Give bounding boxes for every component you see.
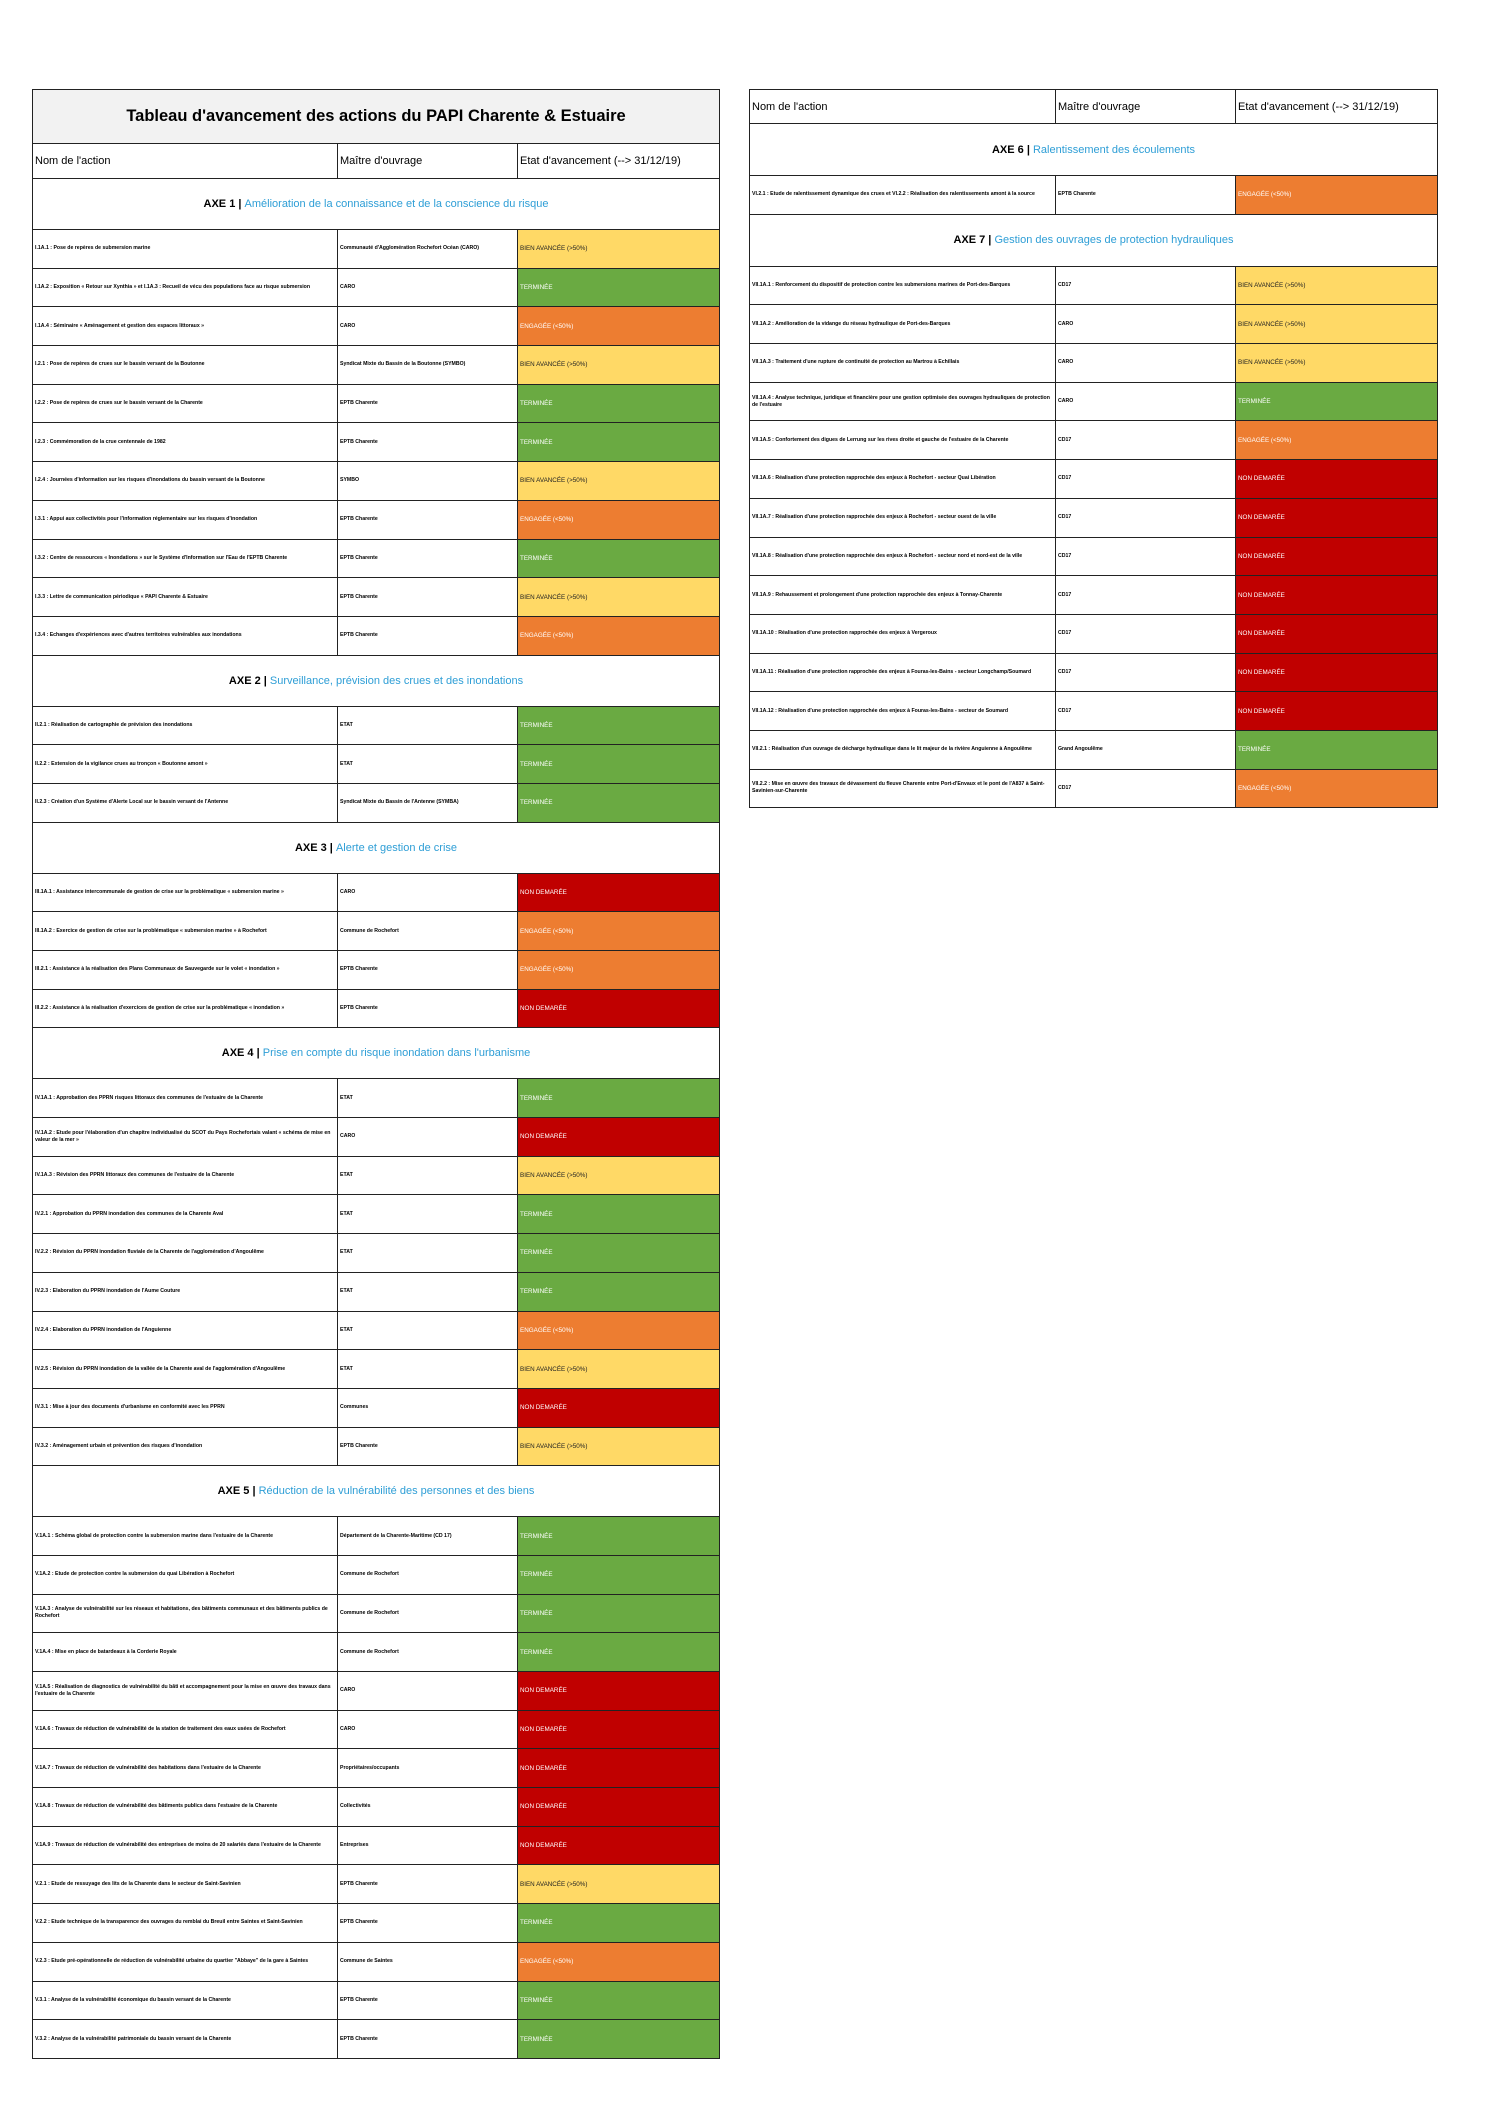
action-owner: Syndicat Mixte du Bassin de l'Antenne (SYMBA) — [338, 783, 518, 822]
action-name: IV.2.1 : Approbation du PPRN inondation des communes de la Charente Aval — [33, 1195, 338, 1234]
action-name: I.2.2 : Pose de repères de crues sur le bassin versant de la Charente — [33, 384, 338, 423]
table-row — [33, 1079, 720, 1118]
status-badge: BIEN AVANCÉE (>50%) — [1236, 266, 1438, 305]
status-badge: ENGAGÉE (<50%) — [518, 951, 720, 990]
action-owner: CARO — [338, 268, 518, 307]
table-row — [33, 1594, 720, 1633]
action-name: I.2.3 : Commémoration de la crue centennale de 1982 — [33, 423, 338, 462]
table-row — [33, 423, 720, 462]
action-name: VII.2.1 : Réalisation d'un ouvrage de décharge hydraulique dans le lit majeur de la rivière Anguienne à Angoulême — [750, 730, 1056, 769]
axe-number: AXE 4 — [221, 1047, 254, 1060]
action-owner: Syndicat Mixte du Bassin de la Boutonne (SYMBO) — [338, 346, 518, 385]
table-row — [750, 692, 1438, 731]
axe-number: AXE 2 — [228, 674, 261, 687]
axe-title — [750, 124, 1438, 176]
action-name: VII.1A.11 : Réalisation d'une protection rapprochée des enjeux à Fouras-les-Bains - secteur Longchamp/Soumard — [750, 653, 1056, 692]
action-owner: SYMBO — [338, 462, 518, 501]
action-name: V.1A.9 : Travaux de réduction de vulnérabilité des entreprises de moins de 20 salariés dans l'estuaire de la Charente — [33, 1826, 338, 1865]
table-row — [33, 1427, 720, 1466]
axe-header-row — [33, 1028, 720, 1079]
action-owner: EPTB Charente — [338, 1904, 518, 1943]
axe-separator: | — [1023, 143, 1033, 156]
status-badge: TERMINÉE — [518, 1234, 720, 1273]
action-name: VII.2.2 : Mise en œuvre des travaux de dévasement du fleuve Charente entre Port-d'Envaux et le pont de l'A837 à Saint-Savinien-sur-Charente — [750, 769, 1056, 808]
left-table-body — [33, 90, 720, 2059]
table-row — [33, 1118, 720, 1157]
action-name: VII.1A.9 : Rehaussement et prolongement d'une protection rapprochée des enjeux à Tonnay-Charente — [750, 576, 1056, 615]
axe-header-row — [750, 214, 1438, 266]
status-badge: TERMINÉE — [518, 1272, 720, 1311]
action-owner: EPTB Charente — [338, 989, 518, 1028]
table-row — [33, 783, 720, 822]
axe-label: Surveillance, prévision des crues et des inondations — [269, 674, 524, 687]
status-badge: TERMINÉE — [518, 1904, 720, 1943]
action-name: I.2.1 : Pose de repères de crues sur le bassin versant de la Boutonne — [33, 346, 338, 385]
action-name: V.1A.1 : Schéma global de protection contre la submersion marine dans l'estuaire de la Charente — [33, 1517, 338, 1556]
action-name: I.3.4 : Echanges d'expériences avec d'autres territoires vulnérables aux inondations — [33, 616, 338, 655]
action-name: V.1A.2 : Etude de protection contre la submersion du quai Libération à Rochefort — [33, 1555, 338, 1594]
table-row — [33, 1272, 720, 1311]
status-badge: TERMINÉE — [518, 1195, 720, 1234]
action-name: III.2.2 : Assistance à la réalisation d'exercices de gestion de crise sur la problématique « inondation » — [33, 989, 338, 1028]
status-badge: ENGAGÉE (<50%) — [1236, 769, 1438, 808]
status-badge: NON DEMARÉE — [518, 1826, 720, 1865]
action-owner: ETAT — [338, 1079, 518, 1118]
action-owner: CD17 — [1056, 266, 1236, 305]
table-row — [750, 382, 1438, 421]
status-badge: TERMINÉE — [518, 539, 720, 578]
header-owner: Maître d'ouvrage — [1056, 90, 1236, 124]
header-name: Nom de l'action — [33, 144, 338, 179]
table-row — [33, 1942, 720, 1981]
axe-number: AXE 3 — [294, 841, 327, 854]
action-owner: EPTB Charente — [338, 1981, 518, 2020]
action-owner: EPTB Charente — [338, 500, 518, 539]
action-name: V.3.2 : Analyse de la vulnérabilité patrimoniale du bassin versant de la Charente — [33, 2020, 338, 2059]
table-row — [33, 912, 720, 951]
table-row — [33, 1633, 720, 1672]
header-row — [750, 90, 1438, 124]
status-badge: BIEN AVANCÉE (>50%) — [518, 1427, 720, 1466]
action-owner: EPTB Charente — [338, 539, 518, 578]
status-badge: ENGAGÉE (<50%) — [518, 307, 720, 346]
axe-title — [33, 655, 720, 706]
status-badge: NON DEMARÉE — [1236, 537, 1438, 576]
status-badge: NON DEMARÉE — [518, 1749, 720, 1788]
status-badge: ENGAGÉE (<50%) — [518, 1311, 720, 1350]
axe-header-row — [33, 179, 720, 230]
action-name: I.1A.2 : Exposition « Retour sur Xynthia » et I.1A.3 : Recueil de vécu des populations face au risque submersion — [33, 268, 338, 307]
axe-title — [33, 1466, 720, 1517]
axe-label: Amélioration de la connaissance et de la conscience du risque — [244, 198, 549, 210]
action-name: VII.1A.2 : Amélioration de la vidange du réseau hydraulique de Port-des-Barques — [750, 305, 1056, 344]
table-row — [33, 1672, 720, 1711]
page-title: Tableau d'avancement des actions du PAPI Charente & Estuaire — [33, 90, 720, 144]
axe-number: AXE 5 — [217, 1485, 250, 1498]
table-row — [33, 1234, 720, 1273]
table-row — [33, 873, 720, 912]
status-badge: BIEN AVANCÉE (>50%) — [518, 346, 720, 385]
table-row — [33, 706, 720, 745]
action-owner: Entreprises — [338, 1826, 518, 1865]
status-badge: ENGAGÉE (<50%) — [518, 500, 720, 539]
axe-title — [33, 179, 720, 230]
action-owner: ETAT — [338, 706, 518, 745]
axe-number: AXE 6 — [991, 143, 1024, 156]
action-owner: CARO — [338, 1118, 518, 1157]
axe-title — [33, 1028, 720, 1079]
status-badge: TERMINÉE — [518, 1594, 720, 1633]
status-badge: NON DEMARÉE — [1236, 460, 1438, 499]
table-row — [33, 462, 720, 501]
status-badge: TERMINÉE — [518, 423, 720, 462]
status-badge: BIEN AVANCÉE (>50%) — [1236, 344, 1438, 383]
table-row — [750, 614, 1438, 653]
action-name: VII.1A.7 : Réalisation d'une protection rapprochée des enjeux à Rochefort - secteur ouest de la ville — [750, 498, 1056, 537]
status-badge: BIEN AVANCÉE (>50%) — [1236, 305, 1438, 344]
action-name: VII.1A.4 : Analyse technique, juridique et financière pour une gestion optimisée des ouvrages hydrauliques de protection de l'estuaire — [750, 382, 1056, 421]
table-row — [33, 268, 720, 307]
action-owner: Commune de Saintes — [338, 1942, 518, 1981]
action-name: VII.1A.12 : Réalisation d'une protection rapprochée des enjeux à Fouras-les-Bains - secteur de Soumard — [750, 692, 1056, 731]
action-name: IV.2.4 : Elaboration du PPRN inondation de l'Anguienne — [33, 1311, 338, 1350]
action-name: I.1A.1 : Pose de repères de submersion marine — [33, 230, 338, 269]
action-owner: Commune de Rochefort — [338, 912, 518, 951]
right-table — [749, 89, 1438, 808]
status-badge: NON DEMARÉE — [518, 1672, 720, 1711]
action-owner: CARO — [338, 1710, 518, 1749]
action-owner: CD17 — [1056, 653, 1236, 692]
action-owner: CD17 — [1056, 421, 1236, 460]
table-row — [750, 176, 1438, 215]
action-name: VI.2.1 : Etude de ralentissement dynamique des crues et VI.2.2 : Réalisation des ralentissements amont à la source — [750, 176, 1056, 215]
action-owner: ETAT — [338, 1272, 518, 1311]
table-row — [33, 1749, 720, 1788]
action-name: I.3.2 : Centre de ressources « Inondations » sur le Système d'Information sur l'Eau de l'EPTB Charente — [33, 539, 338, 578]
action-name: III.1A.1 : Assistance intercommunale de gestion de crise sur la problématique « submersion marine » — [33, 873, 338, 912]
action-owner: ETAT — [338, 1234, 518, 1273]
action-name: V.1A.5 : Réalisation de diagnostics de vulnérabilité du bâti et accompagnement pour la mise en œuvre des travaux dans l'estuaire de la Charente — [33, 1672, 338, 1711]
action-name: V.1A.4 : Mise en place de batardeaux à la Corderie Royale — [33, 1633, 338, 1672]
status-badge: NON DEMARÉE — [1236, 692, 1438, 731]
action-owner: EPTB Charente — [338, 2020, 518, 2059]
table-row — [33, 384, 720, 423]
status-badge: ENGAGÉE (<50%) — [518, 1942, 720, 1981]
status-badge: TERMINÉE — [518, 1981, 720, 2020]
action-owner: EPTB Charente — [338, 1427, 518, 1466]
status-badge: NON DEMARÉE — [518, 1118, 720, 1157]
status-badge: ENGAGÉE (<50%) — [518, 616, 720, 655]
action-owner: ETAT — [338, 1311, 518, 1350]
status-badge: BIEN AVANCÉE (>50%) — [518, 462, 720, 501]
action-owner: EPTB Charente — [338, 578, 518, 617]
action-owner: CD17 — [1056, 537, 1236, 576]
table-row — [33, 745, 720, 784]
action-name: VII.1A.5 : Confortement des digues de Lerrung sur les rives droite et gauche de l'estuaire de la Charente — [750, 421, 1056, 460]
action-owner: Commune de Rochefort — [338, 1594, 518, 1633]
status-badge: BIEN AVANCÉE (>50%) — [518, 230, 720, 269]
action-name: III.2.1 : Assistance à la réalisation des Plans Communaux de Sauvegarde sur le volet « inondation » — [33, 951, 338, 990]
status-badge: TERMINÉE — [518, 268, 720, 307]
action-name: V.1A.7 : Travaux de réduction de vulnérabilité des habitations dans l'estuaire de la Charente — [33, 1749, 338, 1788]
table-row — [33, 989, 720, 1028]
table-row — [33, 1904, 720, 1943]
axe-separator: | — [249, 1485, 259, 1498]
status-badge: BIEN AVANCÉE (>50%) — [518, 1865, 720, 1904]
status-badge: NON DEMARÉE — [518, 989, 720, 1028]
status-badge: TERMINÉE — [1236, 730, 1438, 769]
table-row — [750, 576, 1438, 615]
action-owner: Communes — [338, 1388, 518, 1427]
table-row — [33, 2020, 720, 2059]
table-row — [750, 769, 1438, 808]
status-badge: NON DEMARÉE — [518, 1710, 720, 1749]
header-status: Etat d'avancement (--> 31/12/19) — [1236, 90, 1438, 124]
axe-title — [33, 822, 720, 873]
table-row — [33, 346, 720, 385]
action-owner: CD17 — [1056, 614, 1236, 653]
status-badge: ENGAGÉE (<50%) — [1236, 176, 1438, 215]
status-badge: TERMINÉE — [518, 1079, 720, 1118]
action-name: V.1A.8 : Travaux de réduction de vulnérabilité des bâtiments publics dans l'estuaire de la Charente — [33, 1788, 338, 1827]
action-name: IV.1A.3 : Révision des PPRN littoraux des communes de l'estuaire de la Charente — [33, 1156, 338, 1195]
status-badge: BIEN AVANCÉE (>50%) — [518, 1156, 720, 1195]
table-row — [33, 539, 720, 578]
status-badge: NON DEMARÉE — [518, 1788, 720, 1827]
action-owner: CARO — [338, 1672, 518, 1711]
action-owner: Commune de Rochefort — [338, 1555, 518, 1594]
axe-label: Prise en compte du risque inondation dans l'urbanisme — [262, 1047, 531, 1060]
status-badge: TERMINÉE — [518, 1517, 720, 1556]
status-badge: NON DEMARÉE — [518, 873, 720, 912]
axe-separator: | — [326, 841, 336, 854]
action-name: V.3.1 : Analyse de la vulnérabilité économique du bassin versant de la Charente — [33, 1981, 338, 2020]
action-owner: Propriétaires/occupants — [338, 1749, 518, 1788]
action-owner: CD17 — [1056, 769, 1236, 808]
table-row — [33, 1788, 720, 1827]
action-name: IV.2.3 : Elaboration du PPRN inondation de l'Aume Couture — [33, 1272, 338, 1311]
status-badge: TERMINÉE — [518, 2020, 720, 2059]
action-name: V.1A.3 : Analyse de vulnérabilité sur les réseaux et habitations, des bâtiments communaux et des bâtiments publics de Rochefort — [33, 1594, 338, 1633]
table-row — [33, 1517, 720, 1556]
title-row — [33, 90, 720, 144]
table-row — [33, 951, 720, 990]
action-owner: Communauté d'Agglomération Rochefort Océan (CARO) — [338, 230, 518, 269]
action-name: I.2.4 : Journées d'information sur les risques d'inondations du bassin versant de la Boutonne — [33, 462, 338, 501]
status-badge: ENGAGÉE (<50%) — [518, 912, 720, 951]
action-owner: EPTB Charente — [338, 423, 518, 462]
action-owner: CD17 — [1056, 576, 1236, 615]
action-owner: ETAT — [338, 745, 518, 784]
table-row — [33, 1311, 720, 1350]
action-owner: CD17 — [1056, 498, 1236, 537]
action-owner: ETAT — [338, 1156, 518, 1195]
axe-separator: | — [235, 198, 245, 210]
action-name: V.2.1 : Etude de ressuyage des lits de la Charente dans le secteur de Saint-Savinien — [33, 1865, 338, 1904]
status-badge: TERMINÉE — [518, 384, 720, 423]
status-badge: TERMINÉE — [518, 1555, 720, 1594]
action-owner: EPTB Charente — [338, 951, 518, 990]
action-name: VII.1A.1 : Renforcement du dispositif de protection contre les submersions marines de Port-des-Barques — [750, 266, 1056, 305]
table-row — [33, 1388, 720, 1427]
table-row — [33, 500, 720, 539]
table-row — [33, 1981, 720, 2020]
action-owner: CARO — [1056, 382, 1236, 421]
table-row — [33, 1350, 720, 1389]
action-name: II.2.1 : Réalisation de cartographie de prévision des inondations — [33, 706, 338, 745]
status-badge: BIEN AVANCÉE (>50%) — [518, 1350, 720, 1389]
action-owner: CD17 — [1056, 692, 1236, 731]
action-owner: CARO — [1056, 344, 1236, 383]
action-name: VII.1A.3 : Traitement d'une rupture de continuité de protection au Martrou à Echillais — [750, 344, 1056, 383]
table-row — [33, 1826, 720, 1865]
action-name: III.1A.2 : Exercice de gestion de crise sur la problématique « submersion marine » à Rochefort — [33, 912, 338, 951]
table-row — [750, 537, 1438, 576]
header-status: Etat d'avancement (--> 31/12/19) — [518, 144, 720, 179]
table-row — [33, 578, 720, 617]
axe-header-row — [33, 1466, 720, 1517]
action-owner: ETAT — [338, 1195, 518, 1234]
action-owner: Grand Angoulême — [1056, 730, 1236, 769]
axe-separator: | — [260, 674, 270, 687]
action-name: I.1A.4 : Séminaire « Aménagement et gestion des espaces littoraux » — [33, 307, 338, 346]
action-name: II.2.2 : Extension de la vigilance crues au tronçon « Boutonne amont » — [33, 745, 338, 784]
table-row — [33, 1710, 720, 1749]
action-name: V.2.3 : Etude pré-opérationnelle de réduction de vulnérabilité urbaine du quartier "Abbaye" de la gare à Saintes — [33, 1942, 338, 1981]
action-owner: EPTB Charente — [1056, 176, 1236, 215]
action-owner: CARO — [1056, 305, 1236, 344]
action-owner: EPTB Charente — [338, 1865, 518, 1904]
status-badge: TERMINÉE — [1236, 382, 1438, 421]
action-name: IV.2.5 : Révision du PPRN inondation de la vallée de la Charente aval de l'agglomération d'Angoulême — [33, 1350, 338, 1389]
right-table-body — [750, 90, 1438, 808]
table-row — [750, 498, 1438, 537]
table-row — [750, 305, 1438, 344]
table-row — [33, 1195, 720, 1234]
axe-separator: | — [985, 234, 995, 247]
status-badge: NON DEMARÉE — [1236, 614, 1438, 653]
axe-header-row — [33, 822, 720, 873]
header-row — [33, 144, 720, 179]
status-badge: NON DEMARÉE — [1236, 498, 1438, 537]
action-name: I.3.1 : Appui aux collectivités pour l'information réglementaire sur les risques d'inondation — [33, 500, 338, 539]
action-owner: Commune de Rochefort — [338, 1633, 518, 1672]
status-badge: NON DEMARÉE — [518, 1388, 720, 1427]
left-table — [32, 89, 720, 2059]
action-name: VII.1A.6 : Réalisation d'une protection rapprochée des enjeux à Rochefort - secteur Quai Libération — [750, 460, 1056, 499]
status-badge: TERMINÉE — [518, 1633, 720, 1672]
action-owner: Département de la Charente-Maritime (CD 17) — [338, 1517, 518, 1556]
table-row — [750, 421, 1438, 460]
action-owner: CD17 — [1056, 460, 1236, 499]
action-name: IV.1A.1 : Approbation des PPRN risques littoraux des communes de l'estuaire de la Charente — [33, 1079, 338, 1118]
status-badge: TERMINÉE — [518, 783, 720, 822]
table-row — [750, 730, 1438, 769]
table-row — [33, 307, 720, 346]
table-row — [750, 460, 1438, 499]
action-owner: EPTB Charente — [338, 616, 518, 655]
action-owner: ETAT — [338, 1350, 518, 1389]
action-name: IV.1A.2 : Etude pour l'élaboration d'un chapitre individualisé du SCOT du Pays Rochefortais valant « schéma de mise en valeur de la mer » — [33, 1118, 338, 1157]
axe-number: AXE 1 — [203, 198, 236, 210]
action-name: V.2.2 : Etude technique de la transparence des ouvrages du remblai du Breuil entre Saintes et Saint-Savinien — [33, 1904, 338, 1943]
action-name: VII.1A.10 : Réalisation d'une protection rapprochée des enjeux à Vergeroux — [750, 614, 1056, 653]
action-owner: EPTB Charente — [338, 384, 518, 423]
action-owner: Collectivités — [338, 1788, 518, 1827]
table-row — [750, 266, 1438, 305]
table-row — [33, 1555, 720, 1594]
table-row — [750, 653, 1438, 692]
status-badge: NON DEMARÉE — [1236, 576, 1438, 615]
action-name: I.3.3 : Lettre de communication périodique « PAPI Charente & Estuaire — [33, 578, 338, 617]
action-name: V.1A.6 : Travaux de réduction de vulnérabilité de la station de traitement des eaux usées de Rochefort — [33, 1710, 338, 1749]
status-badge: TERMINÉE — [518, 745, 720, 784]
header-name: Nom de l'action — [750, 90, 1056, 124]
axe-label: Réduction de la vulnérabilité des personnes et des biens — [258, 1485, 535, 1498]
status-badge: TERMINÉE — [518, 706, 720, 745]
axe-header-row — [33, 655, 720, 706]
axe-separator: | — [253, 1047, 263, 1060]
status-badge: ENGAGÉE (<50%) — [1236, 421, 1438, 460]
action-name: II.2.3 : Création d'un Système d'Alerte Local sur le bassin versant de l'Antenne — [33, 783, 338, 822]
table-row — [33, 230, 720, 269]
action-name: IV.3.1 : Mise à jour des documents d'urbanisme en conformité avec les PPRN — [33, 1388, 338, 1427]
status-badge: NON DEMARÉE — [1236, 653, 1438, 692]
action-name: VII.1A.8 : Réalisation d'une protection rapprochée des enjeux à Rochefort - secteur nord et nord-est de la ville — [750, 537, 1056, 576]
table-row — [33, 616, 720, 655]
axe-label: Alerte et gestion de crise — [335, 841, 458, 854]
axe-label: Ralentissement des écoulements — [1032, 143, 1196, 156]
axe-title — [750, 214, 1438, 266]
action-owner: CARO — [338, 873, 518, 912]
status-badge: BIEN AVANCÉE (>50%) — [518, 578, 720, 617]
action-owner: CARO — [338, 307, 518, 346]
table-row — [750, 344, 1438, 383]
action-name: IV.2.2 : Révision du PPRN inondation fluviale de la Charente de l'agglomération d'Angoulême — [33, 1234, 338, 1273]
action-name: IV.3.2 : Aménagement urbain et prévention des risques d'inondation — [33, 1427, 338, 1466]
table-row — [33, 1156, 720, 1195]
axe-number: AXE 7 — [953, 234, 986, 247]
header-owner: Maître d'ouvrage — [338, 144, 518, 179]
axe-header-row — [750, 124, 1438, 176]
axe-label: Gestion des ouvrages de protection hydrauliques — [994, 234, 1234, 247]
table-row — [33, 1865, 720, 1904]
